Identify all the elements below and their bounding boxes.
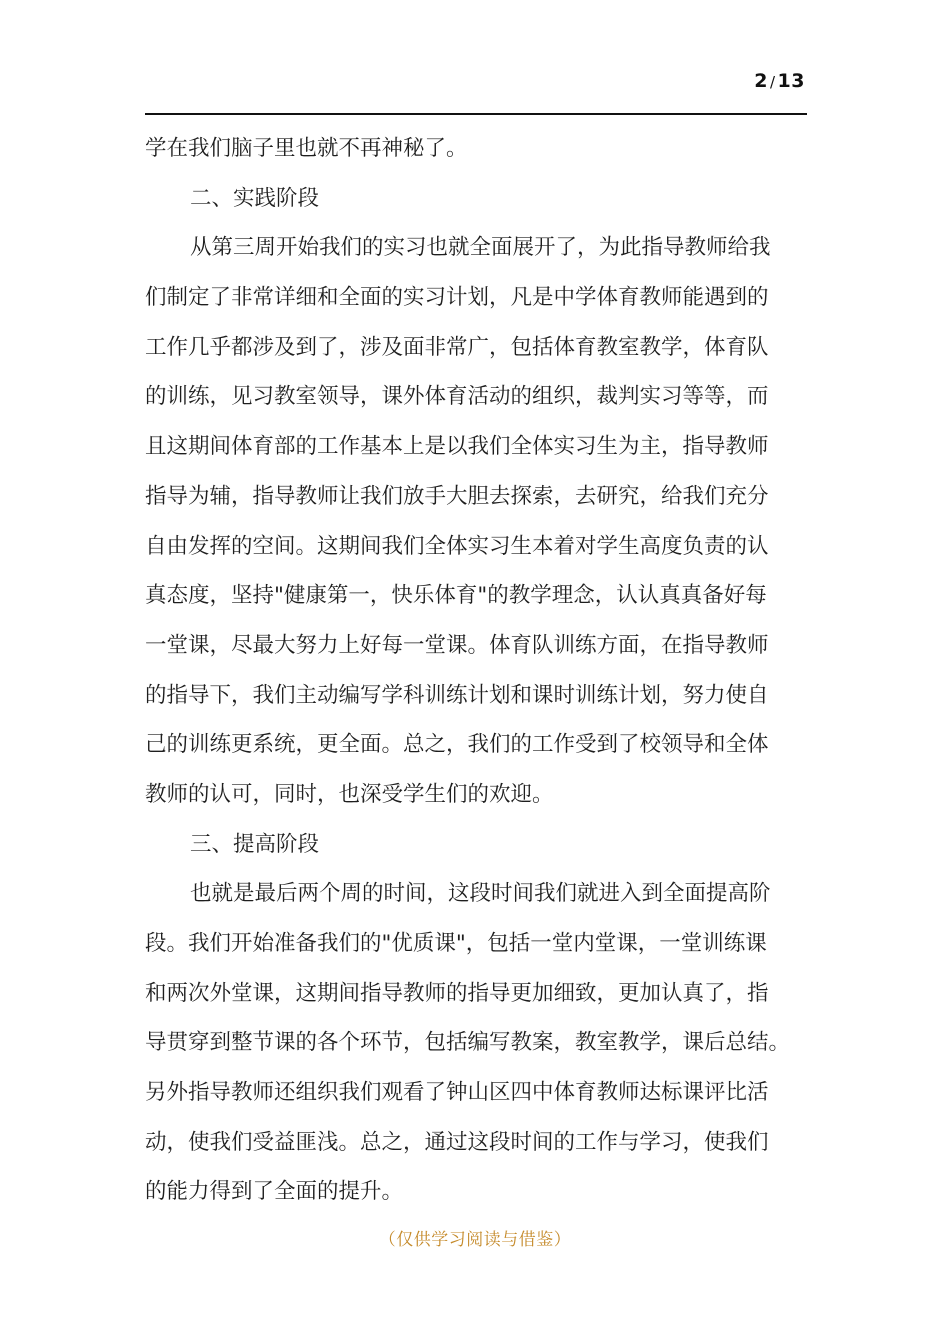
text-line: 工作几乎都涉及到了，涉及面非常广，包括体育教室教学，体育队	[145, 334, 769, 360]
header-divider	[145, 113, 807, 115]
text-line: 的能力得到了全面的提升。	[145, 1179, 404, 1205]
text-line: 们制定了非常详细和全面的实习计划，凡是中学体育教师能遇到的	[145, 285, 769, 311]
text-line: 动，使我们受益匪浅。总之，通过这段时间的工作与学习，使我们	[145, 1129, 769, 1155]
text-line: 一堂课，尽最大努力上好每一堂课。体育队训练方面，在指导教师	[145, 632, 769, 658]
text-line: 另外指导教师还组织我们观看了钟山区四中体育教师达标课评比活	[145, 1080, 769, 1106]
text-line: 指导为辅，指导教师让我们放手大胆去探索，去研究，给我们充分	[145, 483, 769, 509]
footer-note: （仅供学习阅读与借鉴）	[378, 1230, 572, 1250]
text-line: 导贯穿到整节课的各个环节，包括编写教案，教室教学，课后总结。	[145, 1030, 791, 1056]
text-line: 自由发挥的空间。这期间我们全体实习生本着对学生高度负责的认	[145, 533, 769, 559]
page-separator: /	[769, 73, 776, 91]
text-line: 学在我们脑子里也就不再神秘了。	[145, 136, 468, 161]
document-body	[145, 124, 835, 1217]
text-line: 和两次外堂课，这期间指导教师的指导更加细致，更加认真了，指	[145, 980, 769, 1006]
page-total: 13	[777, 70, 805, 92]
text-line: 教师的认可，同时，也深受学生们的欢迎。	[145, 781, 554, 807]
text-line: 段。我们开始准备我们的"优质课"，包括一堂内堂课，一堂训练课	[145, 931, 767, 956]
text-line: 的训练，见习教室领导，课外体育活动的组织，裁判实习等等，而	[145, 384, 769, 410]
text-line: 的指导下，我们主动编写学科训练计划和课时训练计划，努力使自	[145, 682, 769, 708]
page-number	[754, 70, 805, 92]
text-line: 且这期间体育部的工作基本上是以我们全体实习生为主，指导教师	[145, 434, 769, 460]
section-heading: 二、实践阶段	[190, 185, 320, 211]
section-heading: 三、提高阶段	[190, 831, 320, 857]
text-line: 己的训练更系统，更全面。总之，我们的工作受到了校领导和全体	[145, 732, 769, 758]
text-line: 从第三周开始我们的实习也就全面展开了，为此指导教师给我	[190, 235, 771, 261]
text-line: 也就是最后两个周的时间，这段时间我们就进入到全面提高阶	[190, 881, 771, 907]
text-line: 真态度，坚持"健康第一，快乐体育"的教学理念，认认真真备好每	[145, 583, 767, 609]
page-current: 2	[754, 70, 768, 92]
